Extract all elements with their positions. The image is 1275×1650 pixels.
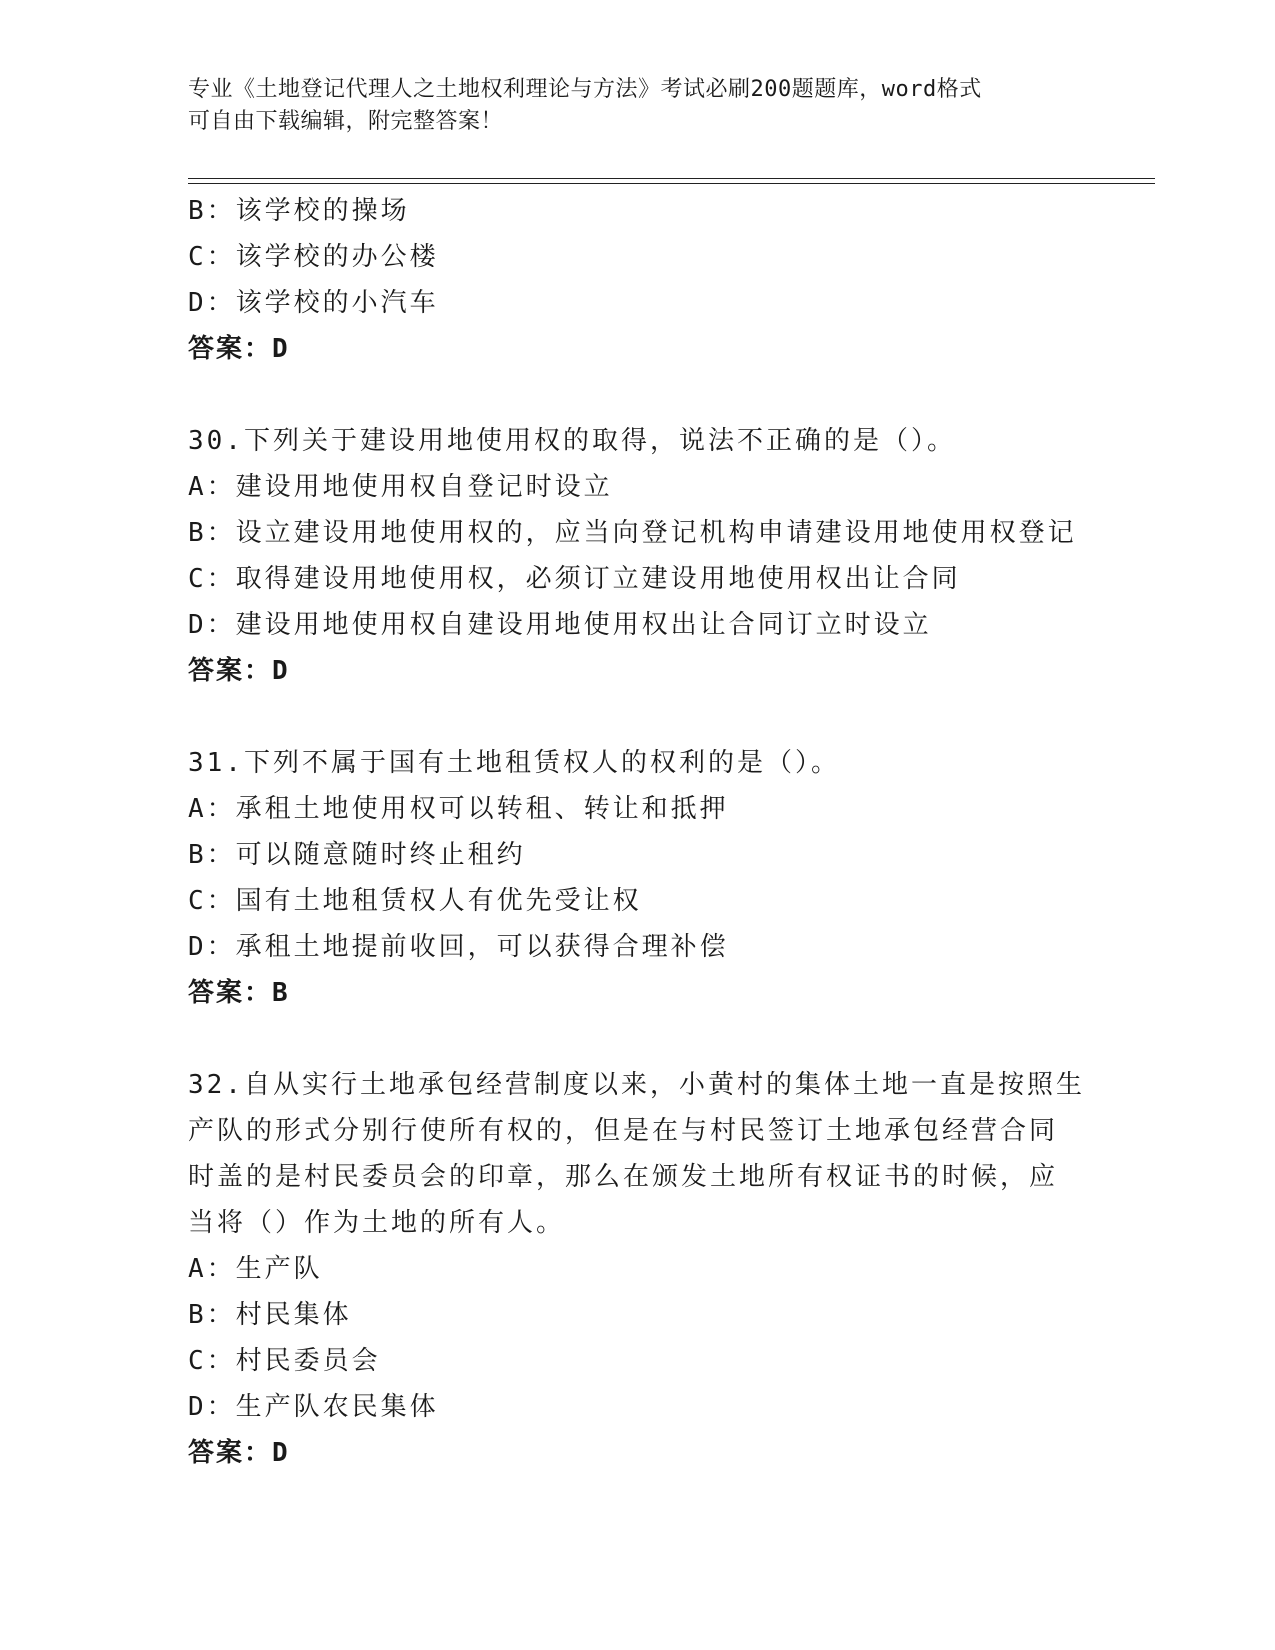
question-32 [188, 1062, 1088, 1476]
spacer [188, 372, 1088, 418]
answer-line: 答案：D [188, 656, 290, 686]
header-divider-bottom [188, 183, 1155, 184]
spacer [188, 1016, 1088, 1062]
answer-line: 答案：D [188, 1438, 290, 1468]
option-c: C：村民委员会 [188, 1346, 381, 1376]
option-d: D：建设用地使用权自建设用地使用权出让合同订立时设立 [188, 610, 932, 640]
option-c: C：国有土地租赁权人有优先受让权 [188, 886, 642, 916]
question-stem-line-2: 产队的形式分别行使所有权的，但是在与村民签订土地承包经营合同 [188, 1116, 1059, 1146]
question-stem-line-1: 32.自从实行土地承包经营制度以来，小黄村的集体土地一直是按照生 [188, 1070, 1085, 1100]
answer-line: 答案：D [188, 334, 290, 364]
answer-line: 答案：B [188, 978, 290, 1008]
option-d: D：生产队农民集体 [188, 1392, 439, 1422]
question-29 [188, 188, 1088, 372]
option-b: B：村民集体 [188, 1300, 352, 1330]
option-b: B：该学校的操场 [188, 196, 410, 226]
question-stem-line-3: 时盖的是村民委员会的印章，那么在颁发土地所有权证书的时候，应 [188, 1162, 1059, 1192]
option-c: C：该学校的办公楼 [188, 242, 439, 272]
question-30 [188, 418, 1088, 694]
option-b: B：可以随意随时终止租约 [188, 840, 526, 870]
spacer [188, 694, 1088, 740]
option-d: D：承租土地提前收回，可以获得合理补偿 [188, 932, 729, 962]
question-list [188, 188, 1088, 1476]
option-d: D：该学校的小汽车 [188, 288, 439, 318]
page-header [188, 74, 1088, 138]
option-a: A：生产队 [188, 1254, 323, 1284]
option-b: B：设立建设用地使用权的，应当向登记机构申请建设用地使用权登记 [188, 518, 1077, 548]
question-31 [188, 740, 1088, 1016]
header-divider-top [188, 178, 1155, 179]
question-stem-line-4: 当将（）作为土地的所有人。 [188, 1208, 566, 1238]
header-line-1: 专业《土地登记代理人之土地权利理论与方法》考试必刷200题题库，word格式 [188, 77, 982, 102]
option-c: C：取得建设用地使用权，必须订立建设用地使用权出让合同 [188, 564, 961, 594]
question-stem: 30.下列关于建设用地使用权的取得，说法不正确的是（）。 [188, 426, 956, 456]
option-a: A：建设用地使用权自登记时设立 [188, 472, 613, 502]
option-a: A：承租土地使用权可以转租、转让和抵押 [188, 794, 729, 824]
question-stem: 31.下列不属于国有土地租赁权人的权利的是（）。 [188, 748, 840, 778]
header-line-2: 可自由下载编辑，附完整答案！ [188, 109, 504, 134]
